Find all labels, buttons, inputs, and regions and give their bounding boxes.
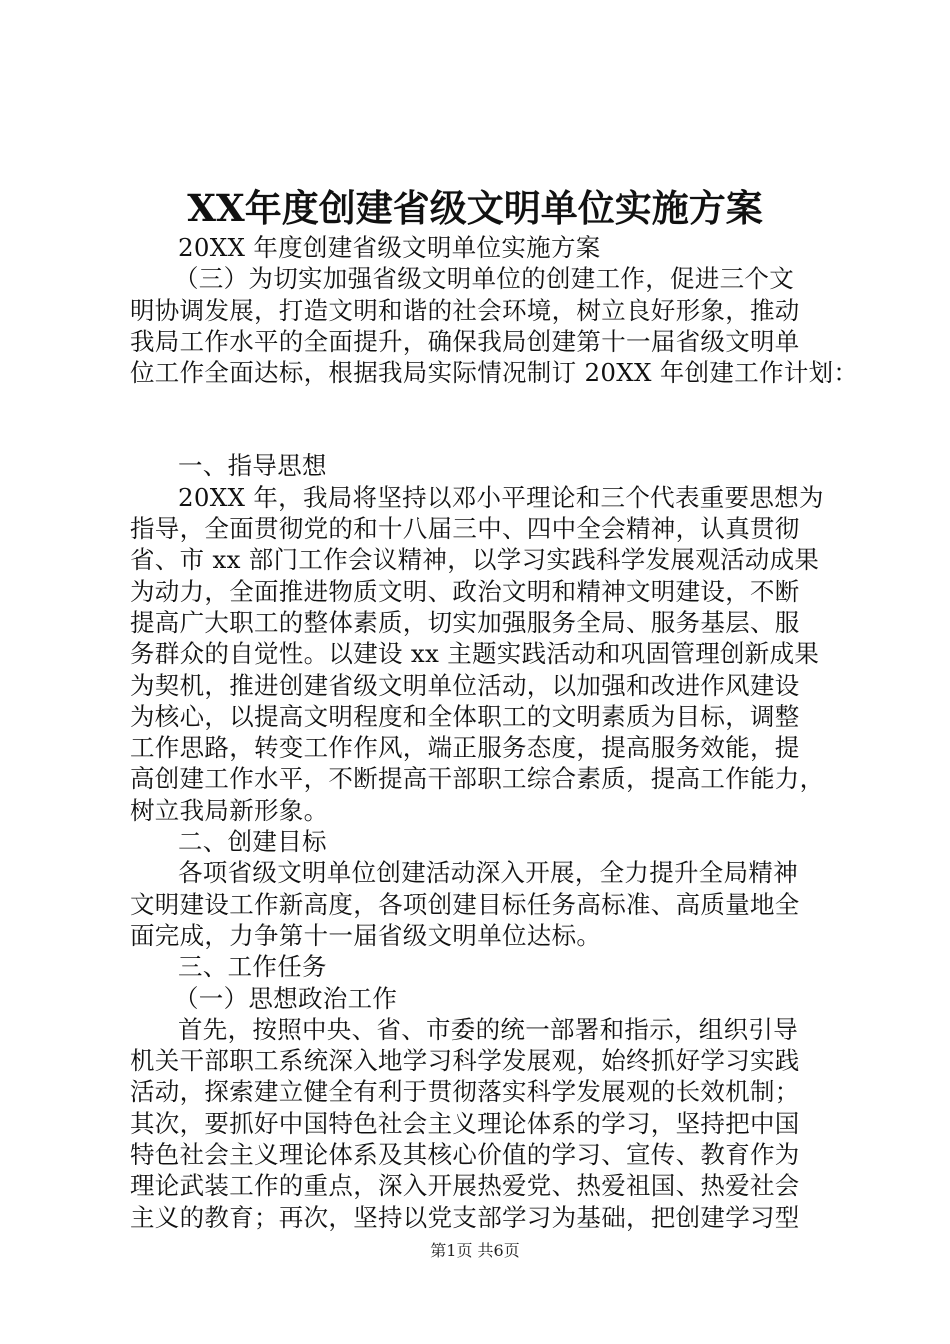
paragraph-line: 活动，探索建立健全有利于贯彻落实科学发展观的长效机制；: [130, 1077, 800, 1107]
page-footer: 第1页 共6页: [430, 1241, 520, 1260]
paragraph-line: 工作思路，转变工作作风，端正服务态度，提高服务效能，提: [130, 733, 800, 763]
document-title: XX年度创建省级文明单位实施方案: [187, 186, 763, 230]
paragraph-line: 机关干部职工系统深入地学习科学发展观，始终抓好学习实践: [130, 1046, 800, 1076]
paragraph-line: 树立我局新形象。: [130, 795, 329, 825]
paragraph-line: 为核心，以提高文明程度和全体职工的文明素质为目标，调整: [130, 701, 800, 731]
subtitle-line: 20XX 年度创建省级文明单位实施方案: [178, 233, 601, 262]
paragraph-line: 其次，要抓好中国特色社会主义理论体系的学习，坚持把中国: [130, 1108, 800, 1138]
paragraph-line: （三）为切实加强省级文明单位的创建工作，促进三个文: [174, 264, 794, 294]
paragraph-line: 我局工作水平的全面提升，确保我局创建第十一届省级文明单: [130, 326, 800, 356]
paragraph-line: 面完成，力争第十一届省级文明单位达标。: [130, 920, 602, 950]
paragraph-line: 务群众的自觉性。以建设 xx 主题实践活动和巩固管理创新成果: [130, 639, 820, 669]
section-heading: 二、创建目标: [178, 827, 327, 857]
paragraph-line: 位工作全面达标，根据我局实际情况制订 20XX 年创建工作计划：: [130, 358, 859, 388]
paragraph-line: 为动力，全面推进物质文明、政治文明和精神文明建设，不断: [130, 576, 800, 606]
paragraph-line: 提高广大职工的整体素质，切实加强服务全局、服务基层、服: [130, 607, 800, 637]
paragraph-line: 20XX 年，我局将坚持以邓小平理论和三个代表重要思想为: [178, 482, 824, 512]
paragraph-line: 各项省级文明单位创建活动深入开展，全力提升全局精神: [178, 858, 798, 888]
paragraph-line: 为契机，推进创建省级文明单位活动，以加强和改进作风建设: [130, 670, 800, 700]
paragraph-line: 文明建设工作新高度，各项创建目标任务高标准、高质量地全: [130, 889, 800, 919]
paragraph-gap: [130, 388, 830, 450]
paragraph-line: 高创建工作水平，不断提高干部职工综合素质，提高工作能力，: [130, 764, 825, 794]
section-heading: 三、工作任务: [178, 952, 327, 982]
paragraph-line: 指导，全面贯彻党的和十八届三中、四中全会精神，认真贯彻: [130, 514, 800, 544]
document-body: [130, 232, 859, 1233]
paragraph-line: 特色社会主义理论体系及其核心价值的学习、宣传、教育作为: [130, 1140, 800, 1170]
section-heading: 一、指导思想: [178, 451, 327, 481]
subsection-heading: （一）思想政治工作: [174, 983, 398, 1013]
paragraph-line: 主义的教育；再次，坚持以党支部学习为基础，把创建学习型: [130, 1202, 800, 1232]
paragraph-line: 省、市 xx 部门工作会议精神，以学习实践科学发展观活动成果: [130, 545, 820, 575]
paragraph-line: 理论武装工作的重点，深入开展热爱党、热爱祖国、热爱社会: [130, 1171, 800, 1201]
paragraph-line: 明协调发展，打造文明和谐的社会环境，树立良好形象，推动: [130, 295, 800, 325]
paragraph-line: 首先，按照中央、省、市委的统一部署和指示，组织引导: [178, 1014, 798, 1044]
